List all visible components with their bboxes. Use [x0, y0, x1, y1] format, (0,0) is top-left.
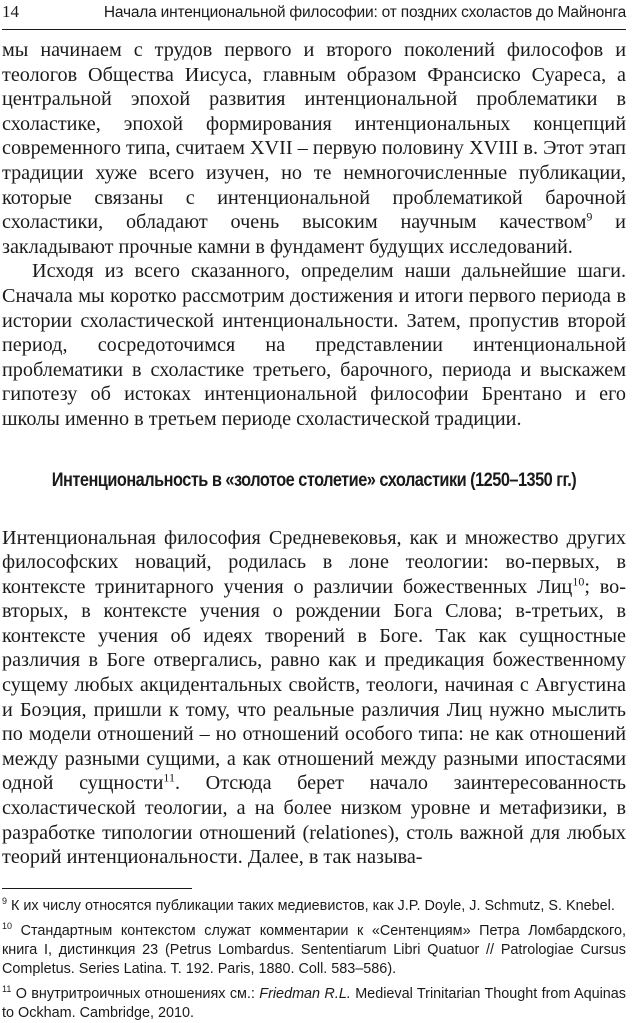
footnote-mark: 11 — [2, 984, 12, 995]
paragraph-1-text: мы начинаем с трудов первого и второго поколений философов и теологов Общества Иисуса, главным образом Франсиско Суареса, а центральной эпохой развития интенциональной проблематики в схоластике, эпохой формирования интенциональных концепций современного типа, считаем XVII – первую половину XVIII в. Этот этап традиции хуже всего изучен, но те немногочисленные публикации, которые связаны с интенциональной проблематикой барочной схоластики, обладают очень высоким научным качеством — [2, 39, 626, 234]
footnotes — [2, 897, 626, 1023]
footnote-mark: 10 — [2, 921, 13, 932]
page-number: 14 — [2, 2, 19, 21]
footnote-text-end: Medieval Trinitarian Thought from Aquinas to Ockham. Cambridge, 2010. — [2, 985, 626, 1021]
section-heading: Интенциональность в «золотое столетие» схоластики (1250–1350 гг.) — [51, 469, 577, 491]
footnote-divider — [2, 888, 192, 889]
footnote-ref-10[interactable]: 10 — [572, 573, 585, 588]
section-paragraph — [2, 526, 626, 870]
footnote-9 — [2, 897, 626, 916]
footnote-author: Friedman R.L. — [259, 985, 351, 1002]
running-title: Начала интенциональной философии: от поздних схоластов до Майнонга — [103, 4, 626, 21]
running-header — [2, 0, 626, 30]
section-paragraph-part-1: Интенциональная философия Средневековья, как и множество других философских новаций, родилась в лоне теологии: во-первых, в контексте тринитарного учения о различии божественных Лиц — [2, 526, 626, 598]
footnote-mark: 9 — [2, 896, 8, 907]
section-paragraph-part-3: . Отсюда берет начало заинтересованность схоластической теологии, а на более низком уровне и метафизики, в разработке типологии отношений (relationes), столь важной для любых теорий интенциональности. Далее, в так называ- — [2, 772, 626, 869]
footnote-text: О внутритроичных отношениях см.: — [11, 985, 260, 1002]
section-paragraph-part-2: ; во-вторых, в контексте учения о рождении Бога Слова; в-третьих, в контексте учения об идеях творений в Боге. Так как сущностные различия в Боге отвергались, равно как и предикация божественному сущему любых акцидентальных свойств, теологи, начиная с Августина и Боэция, пришли к тому, что реальные различия Лиц нужно мыслить по модели отношений – но отношений особого типа: не как отношений между разными сущими, а как отношений между разными ипостасями одной сущности — [2, 575, 626, 795]
footnote-10 — [2, 922, 626, 979]
footnote-11 — [2, 985, 626, 1023]
footnote-text: Стандартным контекстом служат комментарии к «Сентенциям» Петра Ломбардского, книга I, дистинкция 23 (Petrus Lombardus. Sententiarum Libri Quatuor // Patrologiae Cursus Completus. Series Latina. T. 192. Paris, 1880. Coll. 583–586). — [2, 922, 626, 977]
paragraph-1-text-end: и закладывают прочные камни в фундамент будущих исследований. — [2, 211, 626, 258]
paragraph-1 — [2, 38, 626, 259]
paragraph-2: Исходя из всего сказанного, определим наши дальнейшие шаги. Сначала мы коротко рассмотрим достижения и итоги первого периода в истории схоластической интенциональности. Затем, пропустив второй период, сосредоточимся на представлении интенциональной проблематики в схоластике третьего, барочного, периода и выскажем гипотезу об истоках интенциональной философии Брентано и его школы именно в третьем периоде схоластической традиции. — [2, 260, 626, 430]
footnote-ref-11[interactable]: 11 — [163, 770, 175, 785]
footnote-ref-9[interactable]: 9 — [586, 209, 593, 224]
footnote-text: К их числу относятся публикации таких медиевистов, как J.P. Doyle, J. Schmutz, S. Knebel. — [7, 897, 615, 914]
